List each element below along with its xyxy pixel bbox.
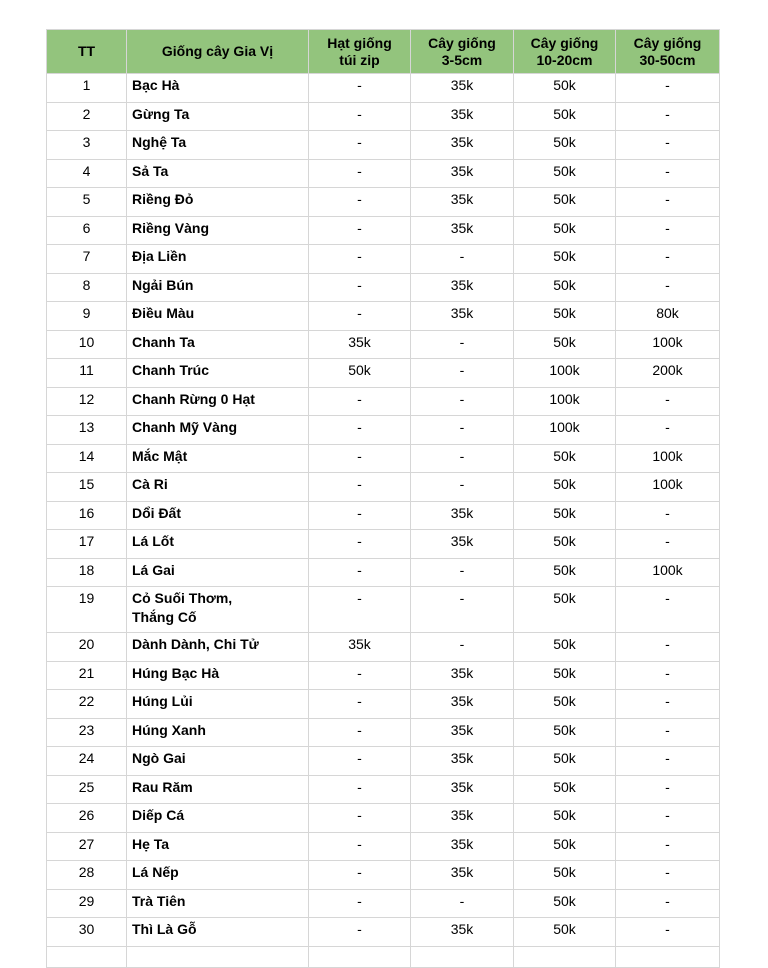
- price-seedling-3-5cm: 35k: [411, 530, 514, 559]
- plant-name: [127, 473, 309, 502]
- empty-row: [47, 946, 720, 967]
- row-number: 23: [47, 718, 127, 747]
- price-seed: -: [309, 530, 411, 559]
- plant-name: [127, 690, 309, 719]
- price-seedling-30-50cm: -: [616, 661, 720, 690]
- plant-name-line1: Ngò Gai: [132, 750, 186, 766]
- plant-name: [127, 661, 309, 690]
- table-row: [47, 718, 720, 747]
- price-seedling-30-50cm: -: [616, 633, 720, 662]
- price-seedling-3-5cm: -: [411, 416, 514, 445]
- plant-name-line1: Bạc Hà: [132, 77, 180, 93]
- table-row: [47, 889, 720, 918]
- row-number: 6: [47, 216, 127, 245]
- table-row: [47, 473, 720, 502]
- price-seedling-30-50cm: -: [616, 273, 720, 302]
- price-seedling-30-50cm: 200k: [616, 359, 720, 388]
- price-seedling-30-50cm: 100k: [616, 330, 720, 359]
- price-seedling-3-5cm: 35k: [411, 501, 514, 530]
- price-seedling-30-50cm: 100k: [616, 444, 720, 473]
- row-number: 4: [47, 159, 127, 188]
- price-seed: -: [309, 273, 411, 302]
- table-row: [47, 558, 720, 587]
- price-seed: -: [309, 416, 411, 445]
- table-row: [47, 633, 720, 662]
- row-number: 3: [47, 131, 127, 160]
- price-seedling-3-5cm: -: [411, 387, 514, 416]
- price-seedling-10-20cm: 50k: [514, 473, 616, 502]
- table-row: [47, 302, 720, 331]
- price-seedling-30-50cm: -: [616, 159, 720, 188]
- price-seed: -: [309, 804, 411, 833]
- price-seedling-10-20cm: 50k: [514, 718, 616, 747]
- empty-cell: [411, 946, 514, 967]
- plant-name-line1: Riềng Vàng: [132, 219, 210, 236]
- price-seedling-3-5cm: 35k: [411, 861, 514, 890]
- price-seedling-3-5cm: 35k: [411, 661, 514, 690]
- price-table: [46, 29, 720, 968]
- price-seed: -: [309, 159, 411, 188]
- plant-name-line1: Hẹ Ta: [132, 835, 170, 852]
- price-seed: -: [309, 473, 411, 502]
- price-seedling-10-20cm: 50k: [514, 74, 616, 103]
- plant-name-line1: Cà Ri: [132, 476, 168, 492]
- price-seed: 50k: [309, 359, 411, 388]
- row-number: 2: [47, 102, 127, 131]
- plant-name-line1: Ngải Bún: [132, 276, 194, 293]
- price-seedling-10-20cm: 50k: [514, 558, 616, 587]
- plant-name: [127, 718, 309, 747]
- table-header: [47, 30, 720, 74]
- table-row: [47, 690, 720, 719]
- price-seedling-10-20cm: 50k: [514, 804, 616, 833]
- price-seedling-10-20cm: 100k: [514, 416, 616, 445]
- row-number: 14: [47, 444, 127, 473]
- plant-name-line1: Riềng Đỏ: [132, 191, 194, 207]
- price-seedling-10-20cm: 50k: [514, 861, 616, 890]
- price-seed: -: [309, 245, 411, 274]
- plant-name-line1: Chanh Ta: [132, 333, 195, 350]
- price-seedling-10-20cm: 50k: [514, 587, 616, 633]
- price-seedling-10-20cm: 50k: [514, 245, 616, 274]
- table-body: [47, 74, 720, 968]
- plant-name: [127, 74, 309, 103]
- plant-name-line1: Gừng Ta: [132, 105, 190, 122]
- header-seedling-30-50cm: [616, 30, 720, 74]
- plant-name: [127, 188, 309, 217]
- price-seedling-10-20cm: 50k: [514, 661, 616, 690]
- price-seedling-30-50cm: -: [616, 501, 720, 530]
- plant-name: [127, 501, 309, 530]
- plant-name: [127, 804, 309, 833]
- plant-name-line1: Mắc Mật: [132, 447, 188, 464]
- price-seedling-30-50cm: -: [616, 530, 720, 559]
- price-seedling-3-5cm: 35k: [411, 102, 514, 131]
- empty-cell: [127, 946, 309, 967]
- table-row: [47, 74, 720, 103]
- plant-name: [127, 330, 309, 359]
- row-number: 18: [47, 558, 127, 587]
- row-number: 29: [47, 889, 127, 918]
- price-seedling-30-50cm: -: [616, 416, 720, 445]
- table-row: [47, 330, 720, 359]
- price-seed: -: [309, 690, 411, 719]
- table-row: [47, 587, 720, 633]
- table-row: [47, 359, 720, 388]
- price-seedling-30-50cm: -: [616, 861, 720, 890]
- price-seed: -: [309, 558, 411, 587]
- price-seedling-10-20cm: 50k: [514, 273, 616, 302]
- header-tt: TT: [47, 30, 127, 74]
- price-seedling-30-50cm: 100k: [616, 558, 720, 587]
- plant-name: [127, 832, 309, 861]
- plant-name-line1: Sả Ta: [132, 162, 169, 179]
- plant-name-line1: Cỏ Suối Thơm,: [132, 590, 233, 606]
- price-seed: -: [309, 216, 411, 245]
- table-row: [47, 159, 720, 188]
- table-row: [47, 273, 720, 302]
- price-seedling-3-5cm: -: [411, 245, 514, 274]
- plant-name-line1: Nghệ Ta: [132, 134, 187, 150]
- price-seedling-3-5cm: 35k: [411, 747, 514, 776]
- price-seedling-10-20cm: 50k: [514, 690, 616, 719]
- plant-name: [127, 102, 309, 131]
- plant-name-line1: Rau Răm: [132, 778, 193, 795]
- table-row: [47, 747, 720, 776]
- price-seed: -: [309, 587, 411, 633]
- row-number: 24: [47, 747, 127, 776]
- price-seedling-30-50cm: 80k: [616, 302, 720, 331]
- empty-cell: [47, 946, 127, 967]
- price-seedling-10-20cm: 50k: [514, 102, 616, 131]
- row-number: 13: [47, 416, 127, 445]
- price-seedling-10-20cm: 50k: [514, 530, 616, 559]
- row-number: 19: [47, 587, 127, 633]
- header-seedling-3-5cm-line1: Cây giống: [428, 34, 496, 51]
- header-seedling-30-50cm-line2: 30-50cm: [639, 51, 696, 68]
- row-number: 20: [47, 633, 127, 662]
- table-row: [47, 501, 720, 530]
- price-seedling-30-50cm: -: [616, 74, 720, 103]
- header-seedling-3-5cm: [411, 30, 514, 74]
- price-seedling-10-20cm: 50k: [514, 889, 616, 918]
- price-seedling-10-20cm: 50k: [514, 501, 616, 530]
- plant-name: [127, 558, 309, 587]
- plant-name-line1: Chanh Mỹ Vàng: [132, 419, 238, 435]
- row-number: 11: [47, 359, 127, 388]
- row-number: 25: [47, 775, 127, 804]
- table-row: [47, 775, 720, 804]
- price-seed: -: [309, 387, 411, 416]
- price-seedling-30-50cm: -: [616, 131, 720, 160]
- price-seedling-30-50cm: -: [616, 587, 720, 633]
- header-row: [47, 30, 720, 74]
- price-seedling-10-20cm: 50k: [514, 216, 616, 245]
- price-seedling-3-5cm: -: [411, 330, 514, 359]
- row-number: 22: [47, 690, 127, 719]
- price-seedling-3-5cm: 35k: [411, 775, 514, 804]
- price-seedling-10-20cm: 50k: [514, 330, 616, 359]
- plant-name: [127, 245, 309, 274]
- empty-cell: [514, 946, 616, 967]
- price-seedling-30-50cm: -: [616, 889, 720, 918]
- plant-name: [127, 131, 309, 160]
- plant-name-line1: Dổi Đất: [132, 504, 181, 521]
- row-number: 10: [47, 330, 127, 359]
- plant-name-line1: Húng Bạc Hà: [132, 664, 220, 681]
- plant-name-line1: Trà Tiên: [132, 892, 186, 909]
- plant-name: [127, 444, 309, 473]
- price-seedling-3-5cm: 35k: [411, 690, 514, 719]
- price-seed: -: [309, 747, 411, 776]
- price-seed: -: [309, 918, 411, 947]
- header-seed-line2: túi zip: [339, 51, 380, 68]
- price-seedling-3-5cm: 35k: [411, 216, 514, 245]
- plant-name-line1: Thì Là Gỗ: [132, 921, 197, 937]
- price-seedling-10-20cm: 50k: [514, 302, 616, 331]
- row-number: 8: [47, 273, 127, 302]
- price-seedling-3-5cm: 35k: [411, 131, 514, 160]
- table-row: [47, 918, 720, 947]
- header-seedling-10-20cm-line2: 10-20cm: [536, 51, 593, 68]
- header-seed: [309, 30, 411, 74]
- table-row: [47, 832, 720, 861]
- plant-name-line1: Lá Nếp: [132, 864, 179, 880]
- plant-name-line1: Dành Dành, Chi Tử: [132, 636, 259, 652]
- price-seedling-30-50cm: -: [616, 718, 720, 747]
- price-seed: -: [309, 131, 411, 160]
- header-seedling-10-20cm-line1: Cây giống: [530, 34, 599, 51]
- price-seed: -: [309, 188, 411, 217]
- price-seed: -: [309, 775, 411, 804]
- price-seedling-10-20cm: 50k: [514, 131, 616, 160]
- price-seed: -: [309, 501, 411, 530]
- header-seedling-30-50cm-line1: Cây giống: [633, 34, 702, 51]
- plant-name: [127, 387, 309, 416]
- table-row: [47, 387, 720, 416]
- price-seedling-30-50cm: -: [616, 245, 720, 274]
- price-seedling-3-5cm: 35k: [411, 74, 514, 103]
- table-row: [47, 804, 720, 833]
- table-row: [47, 416, 720, 445]
- price-seedling-30-50cm: -: [616, 216, 720, 245]
- price-seed: 35k: [309, 330, 411, 359]
- plant-name-line1: Chanh Trúc: [132, 362, 210, 378]
- row-number: 16: [47, 501, 127, 530]
- price-seed: -: [309, 889, 411, 918]
- price-seedling-3-5cm: 35k: [411, 302, 514, 331]
- header-name: Giống cây Gia Vị: [127, 30, 309, 74]
- header-seedling-3-5cm-line2: 3-5cm: [441, 51, 483, 68]
- price-seedling-10-20cm: 50k: [514, 159, 616, 188]
- row-number: 21: [47, 661, 127, 690]
- price-seedling-3-5cm: -: [411, 633, 514, 662]
- row-number: 9: [47, 302, 127, 331]
- price-seedling-30-50cm: -: [616, 918, 720, 947]
- price-seedling-30-50cm: -: [616, 775, 720, 804]
- table-row: [47, 216, 720, 245]
- price-seedling-10-20cm: 50k: [514, 188, 616, 217]
- row-number: 26: [47, 804, 127, 833]
- price-seedling-3-5cm: 35k: [411, 918, 514, 947]
- plant-name: [127, 302, 309, 331]
- plant-name: [127, 359, 309, 388]
- price-seed: -: [309, 861, 411, 890]
- row-number: 28: [47, 861, 127, 890]
- price-seedling-30-50cm: -: [616, 387, 720, 416]
- table-row: [47, 131, 720, 160]
- price-seedling-10-20cm: 50k: [514, 633, 616, 662]
- price-seedling-3-5cm: 35k: [411, 159, 514, 188]
- price-seedling-3-5cm: 35k: [411, 188, 514, 217]
- table-row: [47, 444, 720, 473]
- plant-name: [127, 416, 309, 445]
- plant-name-line1: Húng Xanh: [132, 721, 206, 738]
- plant-name: [127, 587, 309, 633]
- price-seed: -: [309, 102, 411, 131]
- price-seedling-10-20cm: 50k: [514, 775, 616, 804]
- price-seedling-3-5cm: -: [411, 889, 514, 918]
- price-seedling-30-50cm: -: [616, 747, 720, 776]
- plant-name-line2: Thắng Cố: [132, 609, 197, 625]
- price-seed: -: [309, 661, 411, 690]
- row-number: 7: [47, 245, 127, 274]
- plant-name: [127, 216, 309, 245]
- price-seedling-30-50cm: -: [616, 804, 720, 833]
- price-seed: -: [309, 302, 411, 331]
- plant-name: [127, 633, 309, 662]
- plant-name-line1: Lá Lốt: [132, 533, 174, 549]
- plant-name-line1: Địa Liền: [132, 248, 187, 264]
- row-number: 27: [47, 832, 127, 861]
- price-seed: -: [309, 718, 411, 747]
- plant-name: [127, 918, 309, 947]
- empty-cell: [309, 946, 411, 967]
- table-row: [47, 245, 720, 274]
- price-seedling-3-5cm: -: [411, 444, 514, 473]
- price-seed: -: [309, 444, 411, 473]
- plant-name-line1: Điều Màu: [132, 305, 195, 321]
- price-seedling-3-5cm: -: [411, 473, 514, 502]
- header-seedling-10-20cm: [514, 30, 616, 74]
- price-seedling-3-5cm: -: [411, 587, 514, 633]
- price-seedling-30-50cm: -: [616, 102, 720, 131]
- price-seedling-3-5cm: 35k: [411, 832, 514, 861]
- plant-name-line1: Lá Gai: [132, 561, 175, 578]
- plant-name-line1: Diếp Cá: [132, 807, 185, 823]
- price-seed: 35k: [309, 633, 411, 662]
- price-seedling-30-50cm: 100k: [616, 473, 720, 502]
- price-seed: -: [309, 74, 411, 103]
- plant-name-line1: Chanh Rừng 0 Hạt: [132, 390, 255, 407]
- plant-name: [127, 889, 309, 918]
- header-seed-line1: Hạt giống: [327, 34, 392, 51]
- row-number: 5: [47, 188, 127, 217]
- price-seedling-3-5cm: -: [411, 558, 514, 587]
- empty-cell: [616, 946, 720, 967]
- price-seedling-10-20cm: 50k: [514, 747, 616, 776]
- plant-name: [127, 775, 309, 804]
- plant-name: [127, 273, 309, 302]
- price-seedling-10-20cm: 100k: [514, 359, 616, 388]
- row-number: 12: [47, 387, 127, 416]
- table-row: [47, 530, 720, 559]
- price-seed: -: [309, 832, 411, 861]
- plant-name-line1: Húng Lủi: [132, 693, 193, 709]
- table-row: [47, 661, 720, 690]
- price-seedling-3-5cm: 35k: [411, 273, 514, 302]
- plant-name: [127, 747, 309, 776]
- price-seedling-30-50cm: -: [616, 832, 720, 861]
- price-seedling-10-20cm: 50k: [514, 444, 616, 473]
- price-seedling-30-50cm: -: [616, 188, 720, 217]
- row-number: 30: [47, 918, 127, 947]
- price-seedling-10-20cm: 50k: [514, 832, 616, 861]
- price-seedling-3-5cm: 35k: [411, 718, 514, 747]
- row-number: 17: [47, 530, 127, 559]
- row-number: 1: [47, 74, 127, 103]
- table-row: [47, 188, 720, 217]
- price-seedling-10-20cm: 100k: [514, 387, 616, 416]
- plant-name: [127, 530, 309, 559]
- plant-name: [127, 159, 309, 188]
- price-seedling-10-20cm: 50k: [514, 918, 616, 947]
- price-seedling-30-50cm: -: [616, 690, 720, 719]
- price-seedling-3-5cm: -: [411, 359, 514, 388]
- row-number: 15: [47, 473, 127, 502]
- price-seedling-3-5cm: 35k: [411, 804, 514, 833]
- table-row: [47, 102, 720, 131]
